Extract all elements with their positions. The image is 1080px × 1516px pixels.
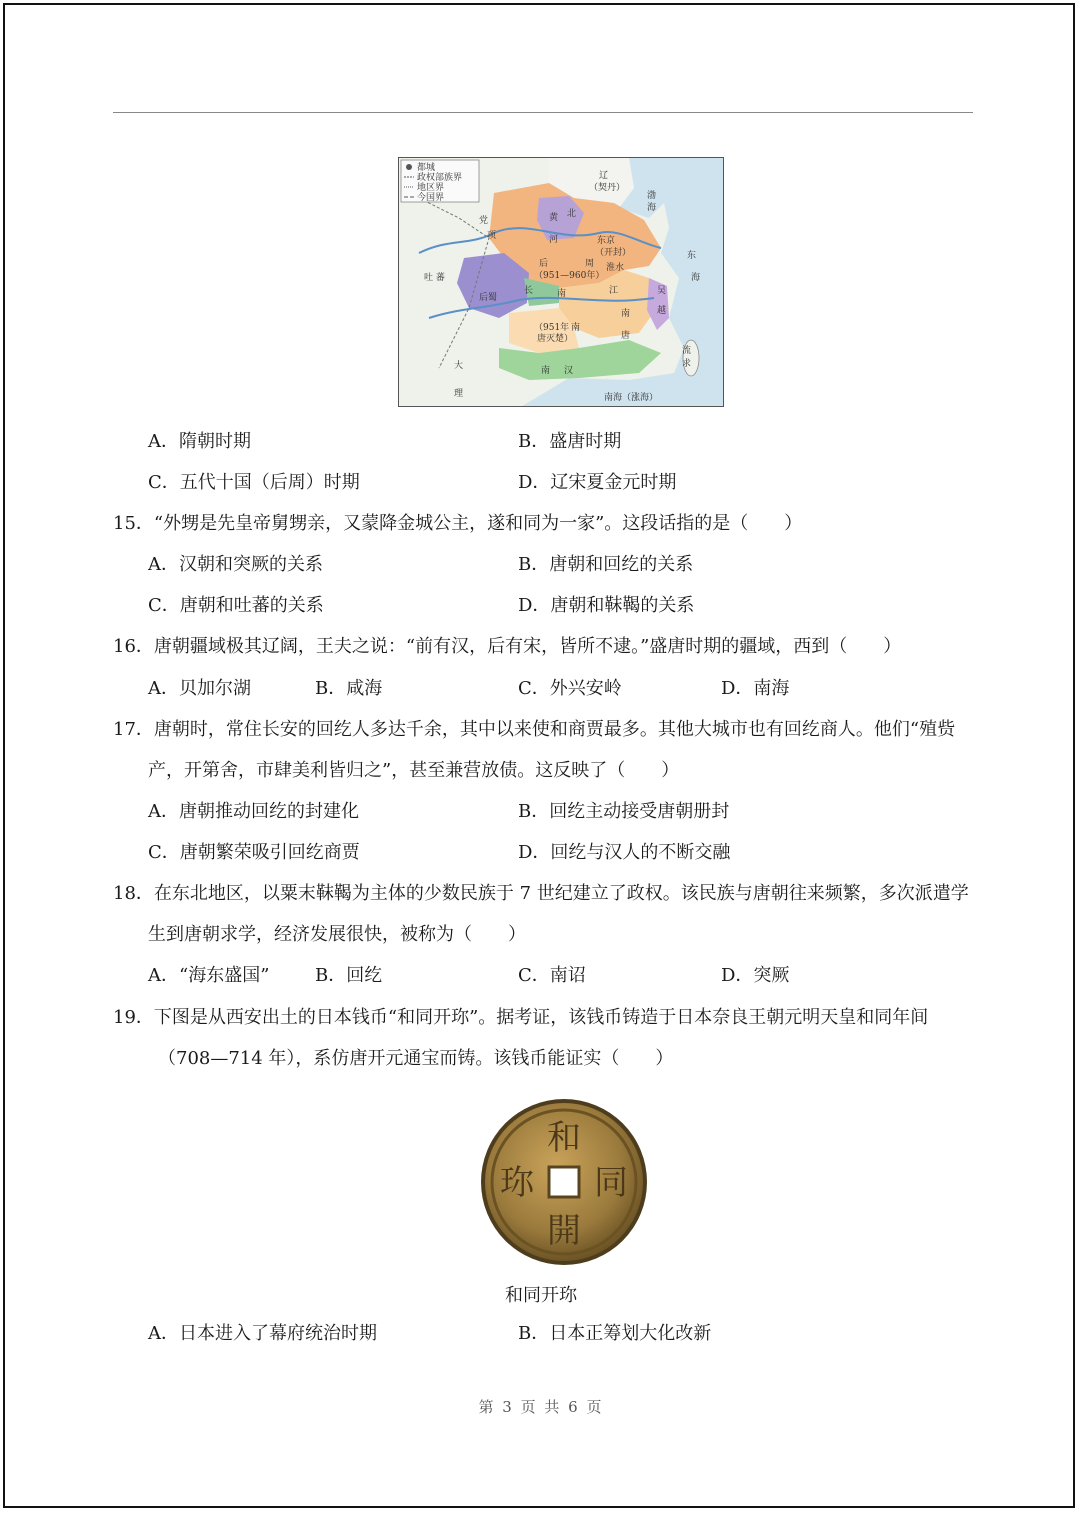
q14-option-b[interactable]: B．盛唐时期 [518, 431, 622, 452]
q15-option-a[interactable]: A．汉朝和突厥的关系 [148, 554, 323, 575]
coin-char-right: 同 [594, 1163, 628, 1203]
label-huaishui: 淮水 [606, 263, 625, 273]
q15-option-b[interactable]: B．唐朝和回纥的关系 [518, 554, 694, 575]
label-liao: 辽 [599, 171, 609, 181]
label-chu1: （951年 [534, 323, 570, 333]
q18-stem-line1: 18．在东北地区，以粟末靺鞨为主体的少数民族于 7 世纪建立了政权。该民族与唐朝往来频繁，多次派遣学 [113, 883, 969, 904]
label-nanhan1: 南 [541, 366, 551, 376]
label-nan1: 南 [621, 309, 631, 319]
label-xiang: 项 [487, 231, 497, 241]
exam-page [3, 3, 1075, 1508]
coin-caption: 和同开珎 [505, 1285, 577, 1306]
label-houshu: 后蜀 [479, 293, 498, 303]
label-dong: 东 [687, 251, 697, 261]
label-da: 大 [454, 361, 464, 371]
coin-char-left: 珎 [500, 1163, 534, 1203]
q19-option-a[interactable]: A．日本进入了幕府统治时期 [148, 1323, 377, 1344]
q17-option-a[interactable]: A．唐朝推动回纥的封建化 [148, 801, 359, 822]
q16-option-d[interactable]: D．南海 [721, 678, 790, 699]
label-yue: 越 [657, 306, 667, 316]
five-dynasties-map [398, 157, 724, 407]
label-years: （951—960年） [534, 271, 605, 281]
q17-option-c[interactable]: C．唐朝繁荣吸引回纥商贾 [148, 842, 360, 863]
label-wu: 吴 [657, 286, 667, 296]
label-huang: 黄 [549, 213, 559, 223]
coin-svg [479, 1097, 649, 1267]
label-dang: 党 [479, 216, 489, 226]
label-tang: 唐 [621, 331, 631, 341]
q18-option-c[interactable]: C．南诏 [518, 965, 586, 986]
q14-option-d[interactable]: D．辽宋夏金元时期 [518, 472, 677, 493]
label-hai1: 海 [647, 203, 657, 213]
label-qidan: （契丹） [589, 183, 626, 193]
q17-stem-line1: 17．唐朝时，常住长安的回纥人多达千余，其中以来使和商贾最多。其他大城市也有回纥商人。他们“殖赀 [113, 719, 956, 740]
label-kaifeng: （开封） [595, 248, 632, 258]
label-li: 理 [454, 389, 464, 399]
label-bei: 北 [567, 209, 577, 219]
legend-capital: 都城 [417, 163, 436, 173]
label-liu: 流 [682, 346, 692, 356]
q16-option-b[interactable]: B．咸海 [315, 678, 383, 699]
label-hou: 后 [539, 259, 549, 269]
coin-char-top: 和 [547, 1118, 581, 1158]
q19-stem-line2: （708—714 年），系仿唐开元通宝而铸。该钱币能证实（ ） [158, 1048, 674, 1069]
label-nanhan2: 汉 [564, 366, 574, 376]
q16-stem: 16．唐朝疆域极其辽阔，王夫之说：“前有汉，后有宋，皆所不逮。”盛唐时期的疆域，西到（ ） [113, 636, 902, 657]
label-he: 河 [549, 235, 559, 245]
label-bohai: 渤 [647, 191, 657, 201]
q16-option-c[interactable]: C．外兴安岭 [518, 678, 622, 699]
wadokaichin-coin-image [479, 1097, 649, 1267]
header-rule [113, 112, 973, 113]
q18-option-a[interactable]: A．“海东盛国” [148, 965, 270, 986]
label-chu3: 唐灭楚） [537, 334, 574, 344]
label-dongjing: 东京 [597, 236, 616, 246]
q17-stem-line2: 产，开第舍，市肆美利皆归之”，甚至兼营放债。这反映了（ ） [148, 760, 680, 781]
legend-border: 今国界 [417, 193, 445, 203]
q15-option-c[interactable]: C．唐朝和吐蕃的关系 [148, 595, 324, 616]
q14-option-a[interactable]: A．隋朝时期 [148, 431, 251, 452]
label-chang: 长 [524, 286, 534, 296]
q18-option-b[interactable]: B．回纥 [315, 965, 383, 986]
label-nanping: 南 [557, 289, 567, 299]
page-footer: 第 3 页 共 6 页 [478, 1398, 604, 1416]
label-tubo: 吐 蕃 [424, 273, 445, 283]
label-zhou: 周 [585, 259, 595, 269]
legend-region: 地区界 [417, 183, 445, 193]
label-qiu: 求 [682, 359, 692, 369]
q18-option-d[interactable]: D．突厥 [721, 965, 790, 986]
label-chu2: 南 [571, 323, 581, 333]
label-hai2: 海 [691, 273, 701, 283]
q19-stem-line1: 19．下图是从西安出土的日本钱币“和同开珎”。据考证，该钱币铸造于日本奈良王朝元明天皇和同年间 [113, 1007, 929, 1028]
q14-option-c[interactable]: C．五代十国（后周）时期 [148, 472, 360, 493]
coin-char-bottom: 開 [547, 1211, 581, 1251]
q16-option-a[interactable]: A．贝加尔湖 [148, 678, 251, 699]
q18-stem-line2: 生到唐朝求学，经济发展很快，被称为（ ） [148, 924, 526, 945]
map-svg [399, 158, 724, 407]
label-nanhai: 南海（涨海） [604, 393, 659, 403]
q17-option-d[interactable]: D．回纥与汉人的不断交融 [518, 842, 731, 863]
legend-boundary: 政权部族界 [417, 173, 463, 183]
q15-stem: 15．“外甥是先皇帝舅甥亲，又蒙降金城公主，遂和同为一家”。这段话指的是（ ） [113, 513, 803, 534]
q15-option-d[interactable]: D．唐朝和靺鞨的关系 [518, 595, 695, 616]
q19-option-b[interactable]: B．日本正筹划大化改新 [518, 1323, 712, 1344]
label-jiang: 江 [609, 286, 619, 296]
q17-option-b[interactable]: B．回纥主动接受唐朝册封 [518, 801, 730, 822]
